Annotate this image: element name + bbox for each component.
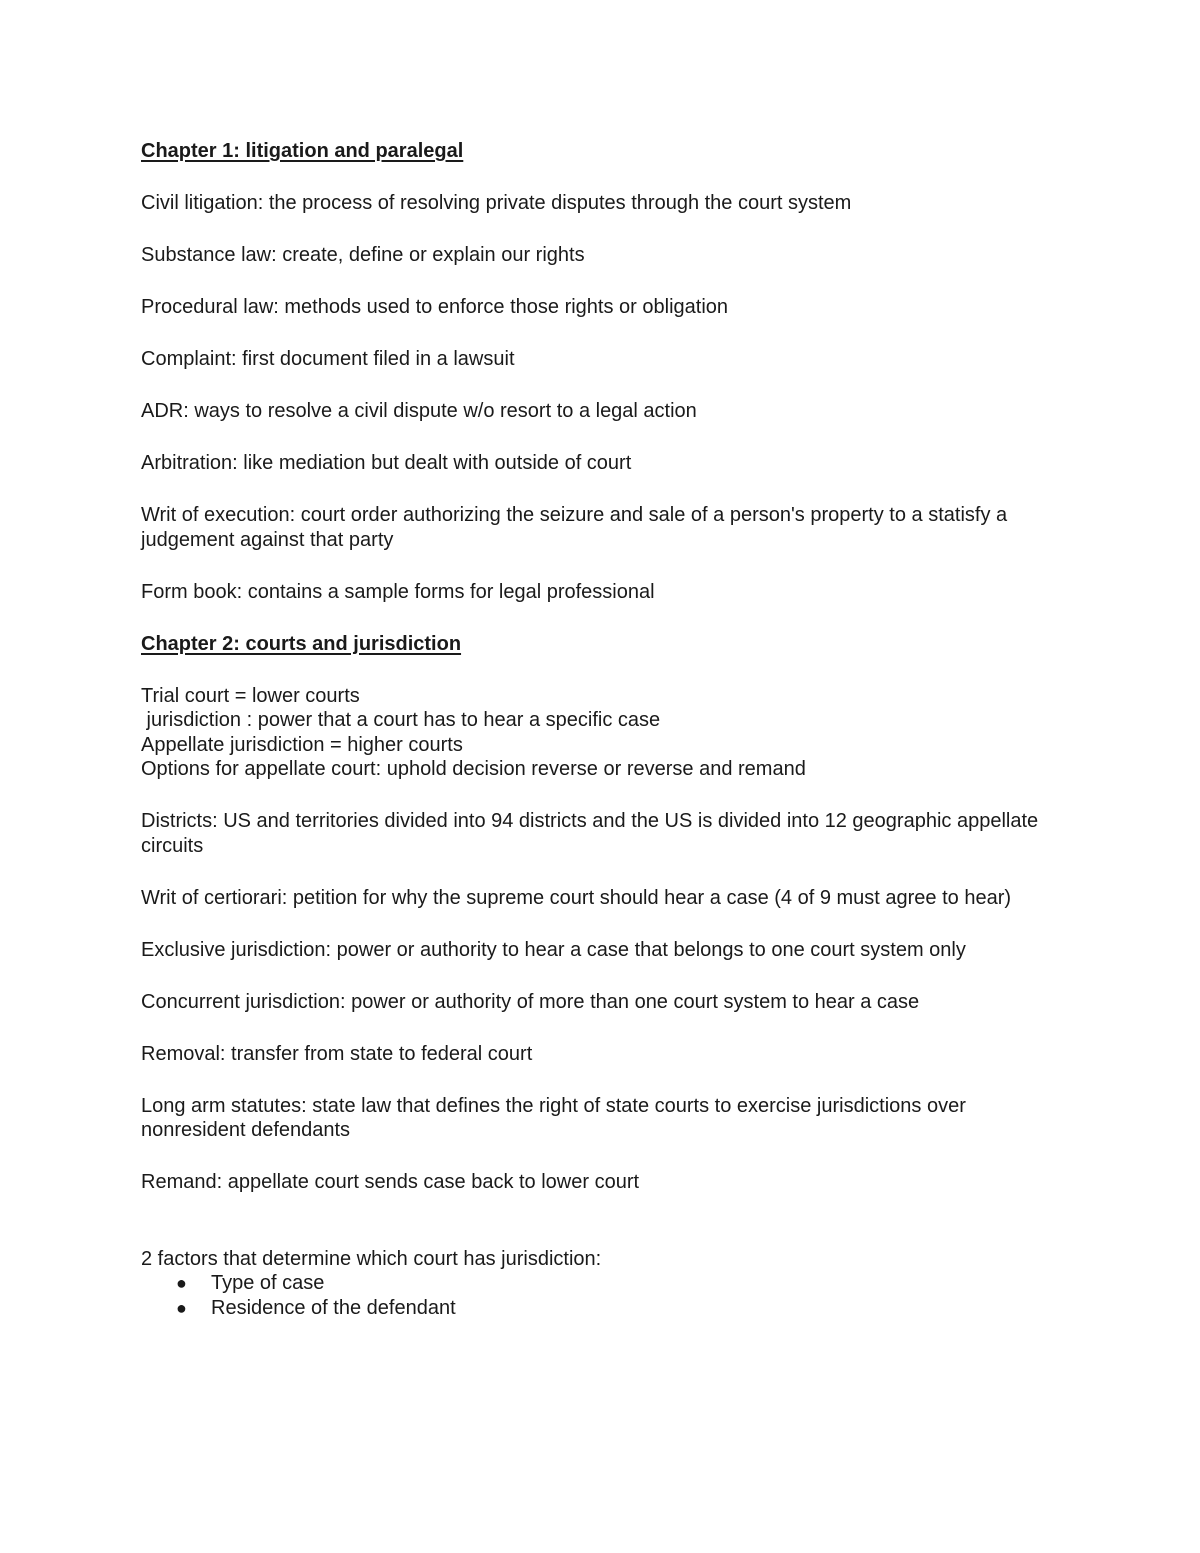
list-item: [141, 1271, 1071, 1296]
factor-type-of-case: Type of case: [211, 1272, 325, 1294]
definition-remand: Remand: appellate court sends case back to lower court: [141, 1171, 640, 1193]
line-trial-court: Trial court = lower courts: [141, 684, 360, 707]
bullet-icon: ●: [176, 1273, 187, 1293]
definition-long-arm-statutes: Long arm statutes: state law that defines the right of state courts to exercise jurisdictions over nonresident defendants: [141, 1094, 966, 1141]
definition-districts: Districts: US and territories divided into 94 districts and the US is divided into 12 geographic appellate circuits: [141, 810, 1039, 857]
chapter-1-heading: Chapter 1: litigation and paralegal: [141, 140, 464, 162]
definition-exclusive-jurisdiction: Exclusive jurisdiction: power or authority to hear a case that belongs to one court system only: [141, 938, 966, 961]
document-page: [141, 139, 1071, 1320]
definition-arbitration: Arbitration: like mediation but dealt with outside of court: [141, 452, 632, 474]
chapter-2-heading: Chapter 2: courts and jurisdiction: [141, 632, 462, 655]
jurisdiction-factors-intro: 2 factors that determine which court has jurisdiction:: [141, 1247, 602, 1270]
definition-substance-law: Substance law: create, define or explain our rights: [141, 244, 585, 266]
factor-residence-of-defendant: Residence of the defendant: [211, 1296, 456, 1319]
definition-form-book: Form book: contains a sample forms for legal professional: [141, 580, 655, 603]
definition-writ-of-execution: Writ of execution: court order authorizing the seizure and sale of a person's property to a statisfy a judgement against that party: [141, 504, 1008, 551]
line-appellate-options: Options for appellate court: uphold decision reverse or reverse and remand: [141, 758, 806, 780]
line-jurisdiction: jurisdiction : power that a court has to hear a specific case: [141, 709, 661, 731]
definition-adr: ADR: ways to resolve a civil dispute w/o resort to a legal action: [141, 400, 697, 422]
line-appellate-jurisdiction: Appellate jurisdiction = higher courts: [141, 733, 463, 756]
list-item: [141, 1296, 1071, 1321]
definition-procedural-law: Procedural law: methods used to enforce those rights or obligation: [141, 296, 729, 318]
definition-complaint: Complaint: first document filed in a lawsuit: [141, 348, 515, 370]
jurisdiction-factors-list: [141, 1271, 1071, 1320]
bullet-icon: ●: [176, 1297, 187, 1318]
definition-civil-litigation: Civil litigation: the process of resolving private disputes through the court system: [141, 192, 852, 214]
definition-writ-of-certiorari: Writ of certiorari: petition for why the supreme court should hear a case (4 of 9 must agree to hear): [141, 886, 1012, 909]
court-types-block: [141, 684, 1071, 782]
definition-concurrent-jurisdiction: Concurrent jurisdiction: power or authority of more than one court system to hear a case: [141, 990, 920, 1013]
definition-removal: Removal: transfer from state to federal court: [141, 1042, 533, 1065]
